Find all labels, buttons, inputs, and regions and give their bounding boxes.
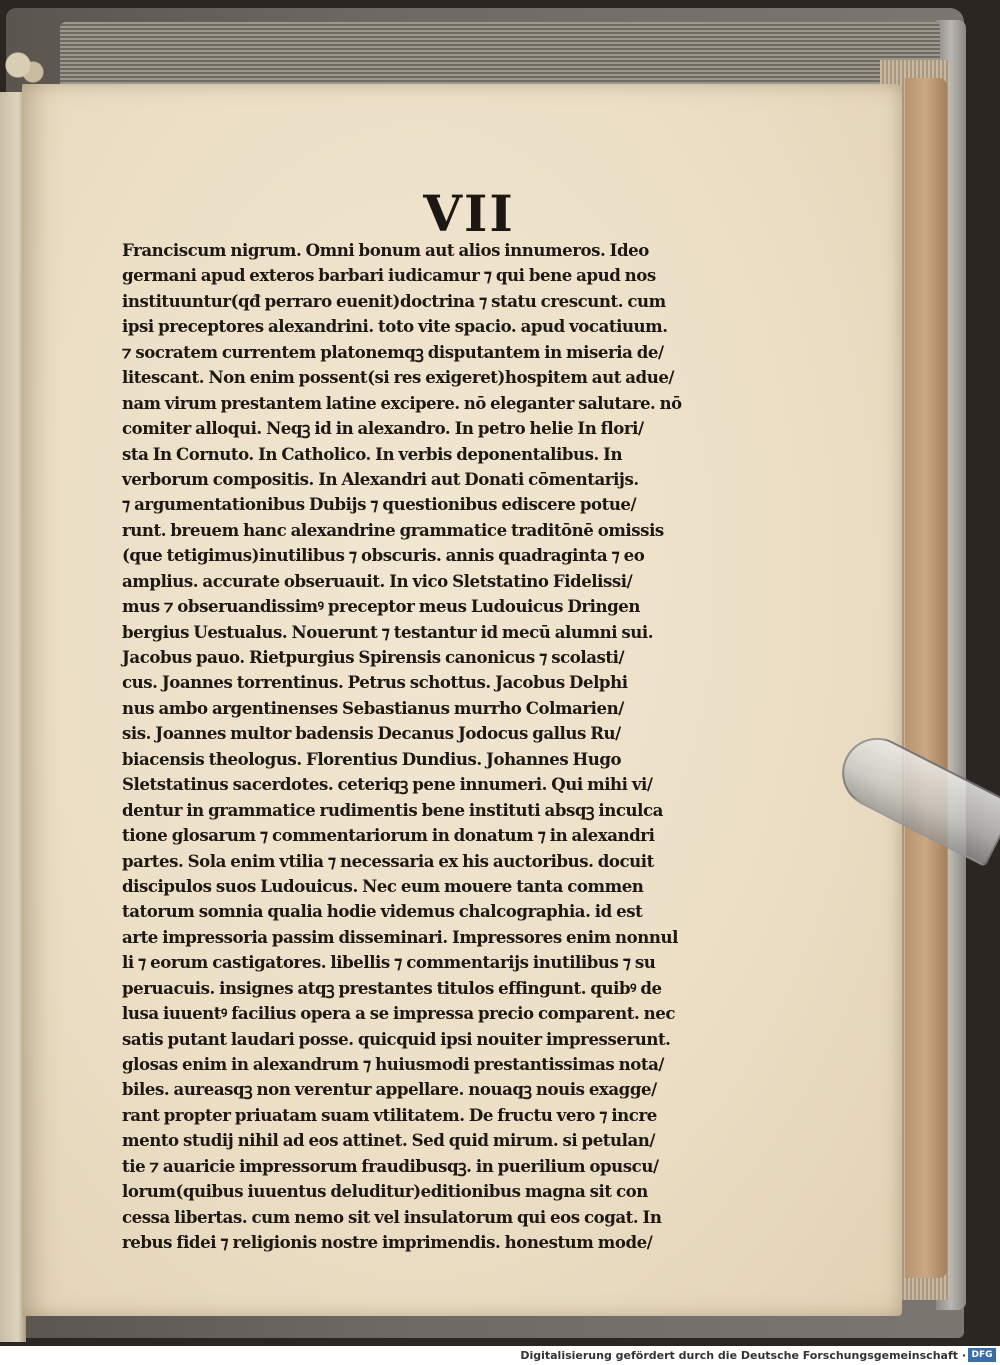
text-line: litescant. Non enim possent(si res exigeret)hospitem aut adue/ (122, 367, 675, 388)
text-line: nam virum prestantem latine excipere. nō eleganter salutare. nō (122, 392, 682, 413)
text-line: biacensis theologus. Florentius Dundius. Johannes Hugo (122, 748, 622, 769)
text-line: rebus fidei ⁊ religionis nostre imprimendis. honestum mode/ (122, 1232, 653, 1253)
text-block (122, 238, 682, 1256)
text-line: ipsi preceptores alexandrini. toto vite spacio. apud vocatiuum. (122, 316, 668, 337)
text-line: cessa libertas. cum nemo sit vel insulatorum qui eos cogat. In (122, 1206, 662, 1227)
text-line: satis putant laudari posse. quicquid ipsi nouiter impresserunt. (122, 1028, 671, 1049)
text-line: (que tetigimus)inutilibus ⁊ obscuris. annis quadraginta ⁊ eo (122, 545, 645, 566)
page-edges-top (60, 22, 940, 92)
text-line: nus ambo argentinenses Sebastianus murrho Colmarien/ (122, 697, 624, 718)
text-line: verborum compositis. In Alexandri aut Donati cōmentarijs. (122, 468, 639, 489)
text-line: peruacuis. insignes atqꝫ prestantes titulos effingunt. quibꝰ de (122, 977, 662, 998)
text-line: sis. Joannes multor badensis Decanus Jodocus gallus Ru/ (122, 723, 621, 744)
text-line: rant propter priuatam suam vtilitatem. De fructu vero ⁊ incre (122, 1104, 657, 1125)
text-line: dentur in grammatice rudimentis bene instituti absqꝫ inculca (122, 799, 663, 820)
text-line: glosas enim in alexandrum ⁊ huiusmodi prestantissimas nota/ (122, 1054, 665, 1074)
text-line: runt. breuem hanc alexandrine grammatice traditōnē omissis (122, 519, 664, 540)
text-line: arte impressoria passim disseminari. Impressores enim nonnul (122, 926, 678, 947)
text-line: lusa iuuentꝰ facilius opera a se impressa precio comparent. nec (122, 1003, 676, 1024)
text-line: Sletstatinus sacerdotes. ceteriqꝫ pene innumeri. Qui mihi vi/ (122, 774, 653, 795)
text-line: mus ⁊ obseruandissimꝰ preceptor meus Ludouicus Dringen (122, 596, 640, 617)
text-line: tione glosarum ⁊ commentariorum in donatum ⁊ in alexandri (122, 825, 655, 846)
text-line: partes. Sola enim vtilia ⁊ necessaria ex his auctoribus. docuit (122, 850, 654, 871)
text-line: ⁊ argumentationibus Dubijs ⁊ questionibus ediscere potue/ (122, 494, 637, 515)
fore-edge-strip (905, 78, 947, 1278)
text-line: biles. aureasqꝫ non verentur appellare. nouaqꝫ nouis exagge/ (122, 1079, 657, 1100)
text-line: lorum(quibus iuuentus deluditur)editionibus magna sit con (122, 1181, 648, 1202)
dfg-logo-icon: DFG (968, 1348, 996, 1362)
text-line: tatorum somnia qualia hodie videmus chalcographia. id est (122, 901, 643, 922)
text-line: discipulos suos Ludouicus. Nec eum mouere tanta commen (122, 875, 644, 896)
text-line: ⁊ socratem currentem platonemqꝫ disputantem in miseria de/ (122, 341, 664, 362)
text-line: instituuntur(qđ perraro euenit)doctrina ⁊ statu crescunt. cum (122, 290, 666, 311)
text-line: cus. Joannes torrentinus. Petrus schottus. Jacobus Delphi (122, 672, 628, 693)
folio-number: VII (423, 184, 515, 243)
text-line: li ⁊ eorum castigatores. libellis ⁊ commentarijs inutilibus ⁊ su (122, 952, 656, 973)
text-line: germani apud exteros barbari iudicamur ⁊ qui bene apud nos (122, 265, 656, 286)
text-line: tie ⁊ auaricie impressorum fraudibusqꝫ. in puerilium opuscu/ (122, 1155, 659, 1176)
book-page (22, 84, 902, 1316)
text-line: bergius Uestualus. Nouerunt ⁊ testantur id mecū alumni sui. (122, 621, 654, 642)
footer-credit: Digitalisierung gefördert durch die Deutsche Forschungsgemeinschaft · (520, 1349, 966, 1362)
text-line: Franciscum nigrum. Omni bonum aut alios innumeros. Ideo (122, 240, 649, 260)
text-line: amplius. accurate obseruauit. In vico Sletstatino Fidelissi/ (122, 570, 633, 591)
text-line: sta In Cornuto. In Catholico. In verbis deponentalibus. In (122, 443, 623, 464)
text-line: Jacobus pauo. Rietpurgius Spirensis canonicus ⁊ scolasti/ (122, 647, 625, 667)
text-line: comiter alloqui. Neqꝫ id in alexandro. In petro helie In flori/ (122, 418, 644, 439)
text-line: mento studij nihil ad eos attinet. Sed quid mirum. si petulan/ (122, 1130, 656, 1151)
